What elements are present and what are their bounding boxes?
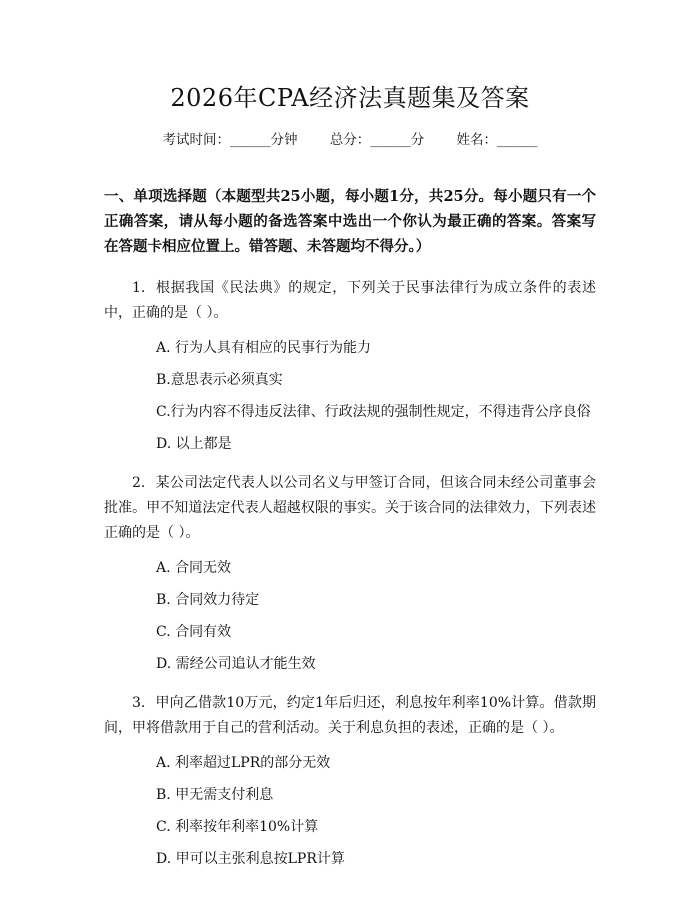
- option-a: A. 利率超过LPR的部分无效: [156, 755, 331, 771]
- question-stem: [104, 691, 596, 741]
- option-list: [104, 338, 596, 454]
- question-block: [104, 276, 596, 454]
- option-d: D. 以上都是: [156, 436, 232, 452]
- question-number: 3.: [132, 695, 146, 711]
- question-text: 某公司法定代表人以公司名义与甲签订合同，但该合同未经公司董事会批准。甲不知道法定代表人超越权限的事实。关于该合同的法律效力，下列表述正确的是（ ）。: [104, 475, 596, 541]
- option-list: [104, 753, 596, 869]
- question-number: 2.: [132, 475, 146, 491]
- total-score-field: 总分：______分: [329, 132, 425, 148]
- option-c: C. 合同有效: [156, 624, 232, 640]
- option-c: C. 利率按年利率10%计算: [156, 819, 319, 835]
- question-block: [104, 471, 596, 674]
- option-b: B. 甲无需支付利息: [156, 787, 274, 803]
- name-field: 姓名：______: [456, 132, 538, 148]
- option-a: A. 合同无效: [156, 560, 232, 576]
- option-b: B.意思表示必须真实: [156, 372, 283, 388]
- question-stem: [104, 276, 596, 326]
- exam-info: [104, 130, 596, 150]
- option-c: C.行为内容不得违反法律、行政法规的强制性规定，不得违背公序良俗: [156, 404, 591, 420]
- question-stem: [104, 471, 596, 546]
- option-b: B. 合同效力待定: [156, 592, 260, 608]
- question-text: 甲向乙借款10万元，约定1年后归还，利息按年利率10%计算。借款期间，甲将借款用于自己的营利活动。关于利息负担的表述，正确的是（ ）。: [104, 695, 596, 736]
- option-list: [104, 558, 596, 674]
- exam-time-field: 考试时间：______分钟: [162, 132, 298, 148]
- option-d: D. 甲可以主张利息按LPR计算: [156, 851, 345, 867]
- question-block: [104, 691, 596, 869]
- question-text: 根据我国《民法典》的规定，下列关于民事法律行为成立条件的表述中，正确的是（ ）。: [104, 280, 596, 321]
- document-title: 2026年CPA经济法真题集及答案: [170, 84, 530, 112]
- option-d: D. 需经公司追认才能生效: [156, 656, 316, 672]
- option-a: A. 行为人具有相应的民事行为能力: [156, 340, 372, 356]
- section-heading: 一、单项选择题（本题型共25小题，每小题1分，共25分。每小题只有一个正确答案，请从每小题的备选答案中选出一个你认为最正确的答案。答案写在答题卡相应位置上。错答题、未答题均不得分。）: [104, 188, 596, 255]
- question-number: 1.: [132, 280, 146, 296]
